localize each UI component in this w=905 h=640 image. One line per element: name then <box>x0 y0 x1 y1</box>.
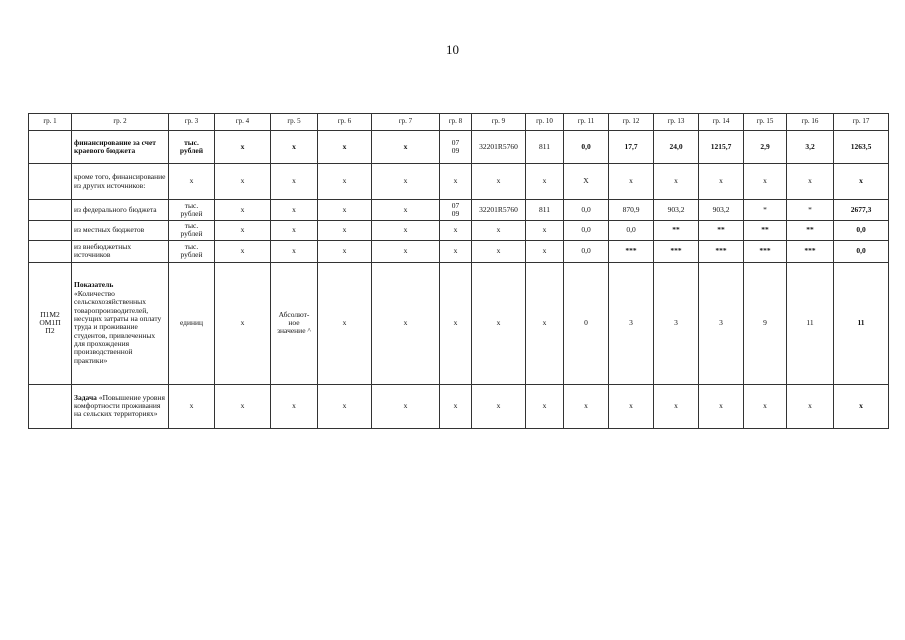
table-cell: x <box>318 131 372 164</box>
header-cell: гр. 5 <box>271 114 318 131</box>
value-cell: 3 <box>654 262 699 384</box>
value-cell: x <box>699 384 744 428</box>
header-cell: гр. 14 <box>699 114 744 131</box>
value-cell: 2,9 <box>744 131 787 164</box>
value-cell: ** <box>654 221 699 241</box>
header-cell: гр. 10 <box>526 114 564 131</box>
unit-cell: единиц <box>169 262 215 384</box>
table-cell: x <box>440 262 472 384</box>
value-cell: * <box>744 200 787 221</box>
row-label: финансирование за счет краевого бюджета <box>72 131 169 164</box>
indicator-text: «Количество сельскохозяйственных товаропроизводителей, несущих затраты на оплату труда и проживание студентов, привлеченных для прохождения производственной практики» <box>74 288 162 365</box>
value-cell: * <box>787 200 834 221</box>
value-cell: 0,0 <box>564 240 609 262</box>
total-cell: 0,0 <box>834 221 889 241</box>
table-cell: 32201R5760 <box>472 131 526 164</box>
value-cell: 0 <box>564 262 609 384</box>
table-cell: x <box>271 164 318 200</box>
table-cell: 811 <box>526 131 564 164</box>
indicator-label: Показатель <box>74 280 114 290</box>
row-label: из местных бюджетов <box>72 221 169 241</box>
table-cell <box>29 200 72 221</box>
header-cell: гр. 7 <box>372 114 440 131</box>
total-cell: 0,0 <box>834 240 889 262</box>
table-cell: x <box>318 262 372 384</box>
page-number: 10 <box>446 42 459 57</box>
header-cell: гр. 3 <box>169 114 215 131</box>
value-cell: ** <box>744 221 787 241</box>
table-cell: x <box>526 262 564 384</box>
value-cell: x <box>787 164 834 200</box>
table-cell: x <box>318 240 372 262</box>
value-cell: *** <box>609 240 654 262</box>
total-cell: 11 <box>834 262 889 384</box>
value-cell: 24,0 <box>654 131 699 164</box>
value-cell: 11 <box>787 262 834 384</box>
task-label: Задача <box>74 392 97 402</box>
table-cell <box>29 131 72 164</box>
header-cell: гр. 13 <box>654 114 699 131</box>
header-cell: гр. 12 <box>609 114 654 131</box>
table-cell: x <box>169 164 215 200</box>
table-cell: x <box>372 240 440 262</box>
header-cell: гр. 9 <box>472 114 526 131</box>
value-cell: 903,2 <box>654 200 699 221</box>
value-cell: 3 <box>609 262 654 384</box>
unit-cell: тыс. рублей <box>169 131 215 164</box>
value-cell: x <box>564 384 609 428</box>
table-cell: x <box>472 262 526 384</box>
value-cell: *** <box>744 240 787 262</box>
row-label: из внебюджетных источников <box>72 240 169 262</box>
table-cell: x <box>271 221 318 241</box>
total-cell: x <box>834 164 889 200</box>
table-row <box>29 200 889 221</box>
value-cell: 0,0 <box>564 131 609 164</box>
table-cell: Абсолют- ное значение ^ <box>271 262 318 384</box>
table-cell <box>29 164 72 200</box>
table-row <box>29 240 889 262</box>
table-cell: x <box>215 164 271 200</box>
table-cell: 07 09 <box>440 200 472 221</box>
value-cell: *** <box>699 240 744 262</box>
table-cell: x <box>318 384 372 428</box>
table-cell: x <box>440 384 472 428</box>
task-text: «Повышение уровня комфортности проживания на сельских территориях» <box>74 392 165 419</box>
table-cell: x <box>215 262 271 384</box>
value-cell: x <box>744 164 787 200</box>
header-cell: гр. 11 <box>564 114 609 131</box>
value-cell: 17,7 <box>609 131 654 164</box>
value-cell: 903,2 <box>699 200 744 221</box>
value-cell: 0,0 <box>564 221 609 241</box>
table-cell: 811 <box>526 200 564 221</box>
value-cell: 3,2 <box>787 131 834 164</box>
table-cell: x <box>472 384 526 428</box>
value-cell: x <box>654 164 699 200</box>
table-cell <box>29 240 72 262</box>
table-cell: x <box>215 200 271 221</box>
value-cell: ** <box>787 221 834 241</box>
table-cell: x <box>271 384 318 428</box>
value-cell: x <box>787 384 834 428</box>
value-cell: 3 <box>699 262 744 384</box>
indicator-description <box>72 262 169 384</box>
table-cell: x <box>440 240 472 262</box>
header-cell: гр. 17 <box>834 114 889 131</box>
header-cell: гр. 15 <box>744 114 787 131</box>
table-cell: x <box>372 200 440 221</box>
table-cell: x <box>372 131 440 164</box>
total-cell: 2677,3 <box>834 200 889 221</box>
table-cell: x <box>318 164 372 200</box>
value-cell: 0,0 <box>564 200 609 221</box>
table-cell: x <box>440 164 472 200</box>
table-cell: x <box>215 384 271 428</box>
value-cell: X <box>564 164 609 200</box>
row-label: из федерального бюджета <box>72 200 169 221</box>
value-cell: x <box>609 384 654 428</box>
table-cell: 07 09 <box>440 131 472 164</box>
header-cell: гр. 16 <box>787 114 834 131</box>
table-cell: x <box>318 221 372 241</box>
table-cell: x <box>440 221 472 241</box>
table-cell: x <box>372 262 440 384</box>
value-cell: *** <box>787 240 834 262</box>
table-cell: x <box>318 200 372 221</box>
table-row <box>29 164 889 200</box>
table-cell: x <box>372 221 440 241</box>
table-cell: x <box>472 240 526 262</box>
table-cell: x <box>169 384 215 428</box>
table-cell: x <box>372 164 440 200</box>
table-cell <box>29 221 72 241</box>
table-cell: x <box>472 164 526 200</box>
value-cell: 0,0 <box>609 221 654 241</box>
value-cell: ** <box>699 221 744 241</box>
task-description <box>72 384 169 428</box>
value-cell: 870,9 <box>609 200 654 221</box>
row-label: кроме того, финансирование из других источников: <box>72 164 169 200</box>
table-cell: x <box>271 240 318 262</box>
table-cell: x <box>215 131 271 164</box>
table-cell: x <box>526 240 564 262</box>
unit-cell: тыс. рублей <box>169 221 215 241</box>
unit-cell: тыс. рублей <box>169 200 215 221</box>
table-row <box>29 221 889 241</box>
value-cell: x <box>609 164 654 200</box>
table-cell: x <box>215 221 271 241</box>
header-cell: гр. 2 <box>72 114 169 131</box>
table-cell: x <box>215 240 271 262</box>
budget-table <box>28 113 889 429</box>
value-cell: x <box>654 384 699 428</box>
table-row <box>29 262 889 384</box>
table-cell: x <box>472 221 526 241</box>
header-cell: гр. 4 <box>215 114 271 131</box>
value-cell: x <box>744 384 787 428</box>
header-cell: гр. 1 <box>29 114 72 131</box>
table-cell: 32201R5760 <box>472 200 526 221</box>
value-cell: x <box>699 164 744 200</box>
table-cell: x <box>271 131 318 164</box>
total-cell: x <box>834 384 889 428</box>
indicator-code: П1М2 ОМ1П П2 <box>29 262 72 384</box>
value-cell: 9 <box>744 262 787 384</box>
table-cell: x <box>526 164 564 200</box>
table-row <box>29 131 889 164</box>
header-row <box>29 114 889 131</box>
unit-cell: тыс. рублей <box>169 240 215 262</box>
table-cell <box>29 384 72 428</box>
table-cell: x <box>526 384 564 428</box>
table-cell: x <box>526 221 564 241</box>
table-cell: x <box>372 384 440 428</box>
table-cell: x <box>271 200 318 221</box>
value-cell: *** <box>654 240 699 262</box>
header-cell: гр. 6 <box>318 114 372 131</box>
total-cell: 1263,5 <box>834 131 889 164</box>
value-cell: 1215,7 <box>699 131 744 164</box>
table-row <box>29 384 889 428</box>
header-cell: гр. 8 <box>440 114 472 131</box>
